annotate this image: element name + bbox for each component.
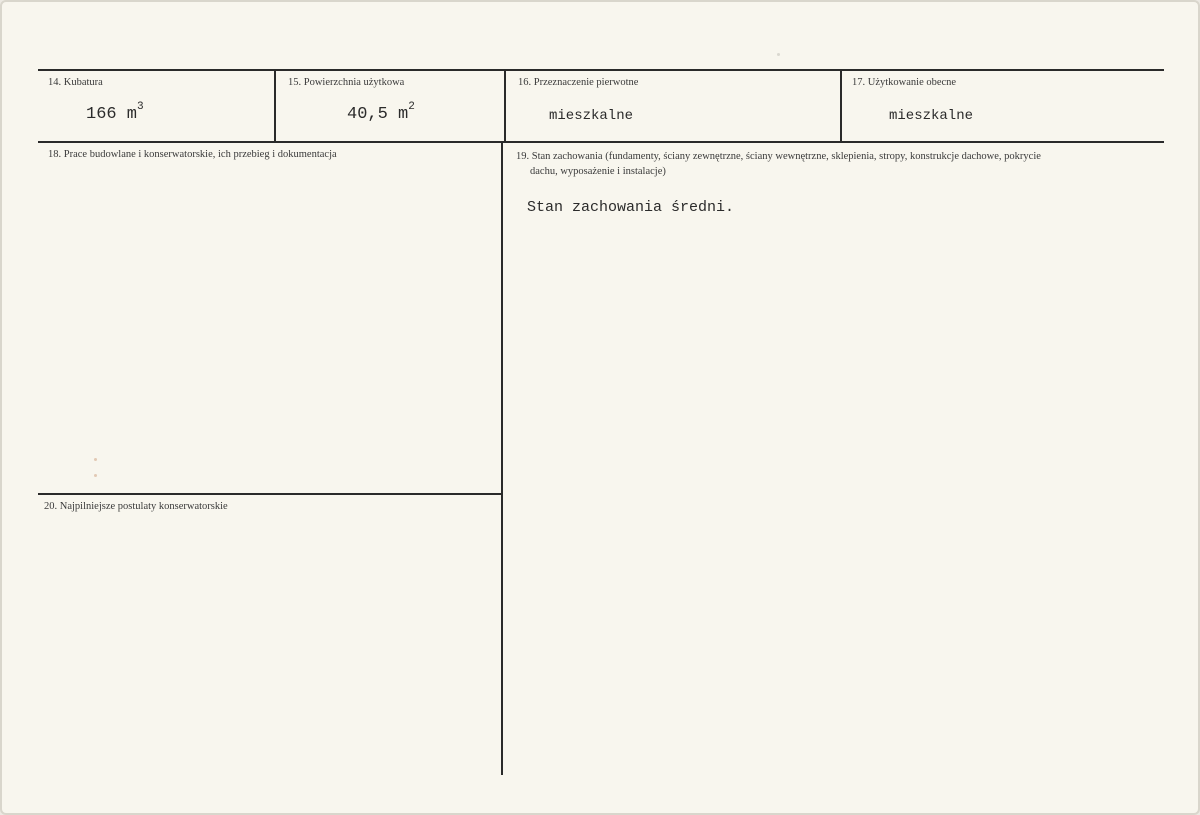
column-divider bbox=[501, 141, 503, 775]
field-14-value: 166 $m^3$ bbox=[86, 101, 144, 124]
divider-16-17 bbox=[840, 69, 842, 142]
paper-speck bbox=[94, 458, 97, 461]
paper-speck bbox=[94, 474, 97, 477]
divider-15-16 bbox=[504, 69, 506, 142]
field-17-value: mieszkalne bbox=[889, 108, 974, 124]
field-14-label: 14. Kubatura bbox=[48, 77, 103, 88]
field-19-label: 19. Stan zachowania (fundamenty, ściany zewnętrzne, ściany wewnętrzne, sklepienia, stropy, konstrukcje dachowe, pokrycie dachu, wyposażenie i instalacje) bbox=[516, 151, 1041, 178]
middle-rule bbox=[38, 141, 1164, 143]
section-18-20-divider bbox=[38, 493, 502, 495]
field-16-label: 16. Przeznaczenie pierwotne bbox=[518, 77, 639, 88]
field-15-value: 40,5 $m^2$ bbox=[347, 101, 415, 124]
field-15-label: 15. Powierzchnia użytkowa bbox=[288, 77, 405, 88]
top-rule bbox=[38, 69, 1164, 71]
field-17-label: 17. Użytkowanie obecne bbox=[852, 77, 957, 88]
field-20-label: 20. Najpilniejsze postulaty konserwatorskie bbox=[44, 501, 228, 512]
field-14-unit-exponent: 3 bbox=[137, 101, 144, 114]
field-18-label: 18. Prace budowlane i konserwatorskie, ich przebieg i dokumentacja bbox=[48, 149, 337, 160]
field-19-value: Stan zachowania średni. bbox=[527, 199, 735, 216]
field-16-value: mieszkalne bbox=[549, 108, 634, 124]
field-15-unit-exponent: 2 bbox=[408, 101, 415, 114]
divider-14-15 bbox=[274, 69, 276, 142]
paper-speck bbox=[777, 53, 780, 56]
